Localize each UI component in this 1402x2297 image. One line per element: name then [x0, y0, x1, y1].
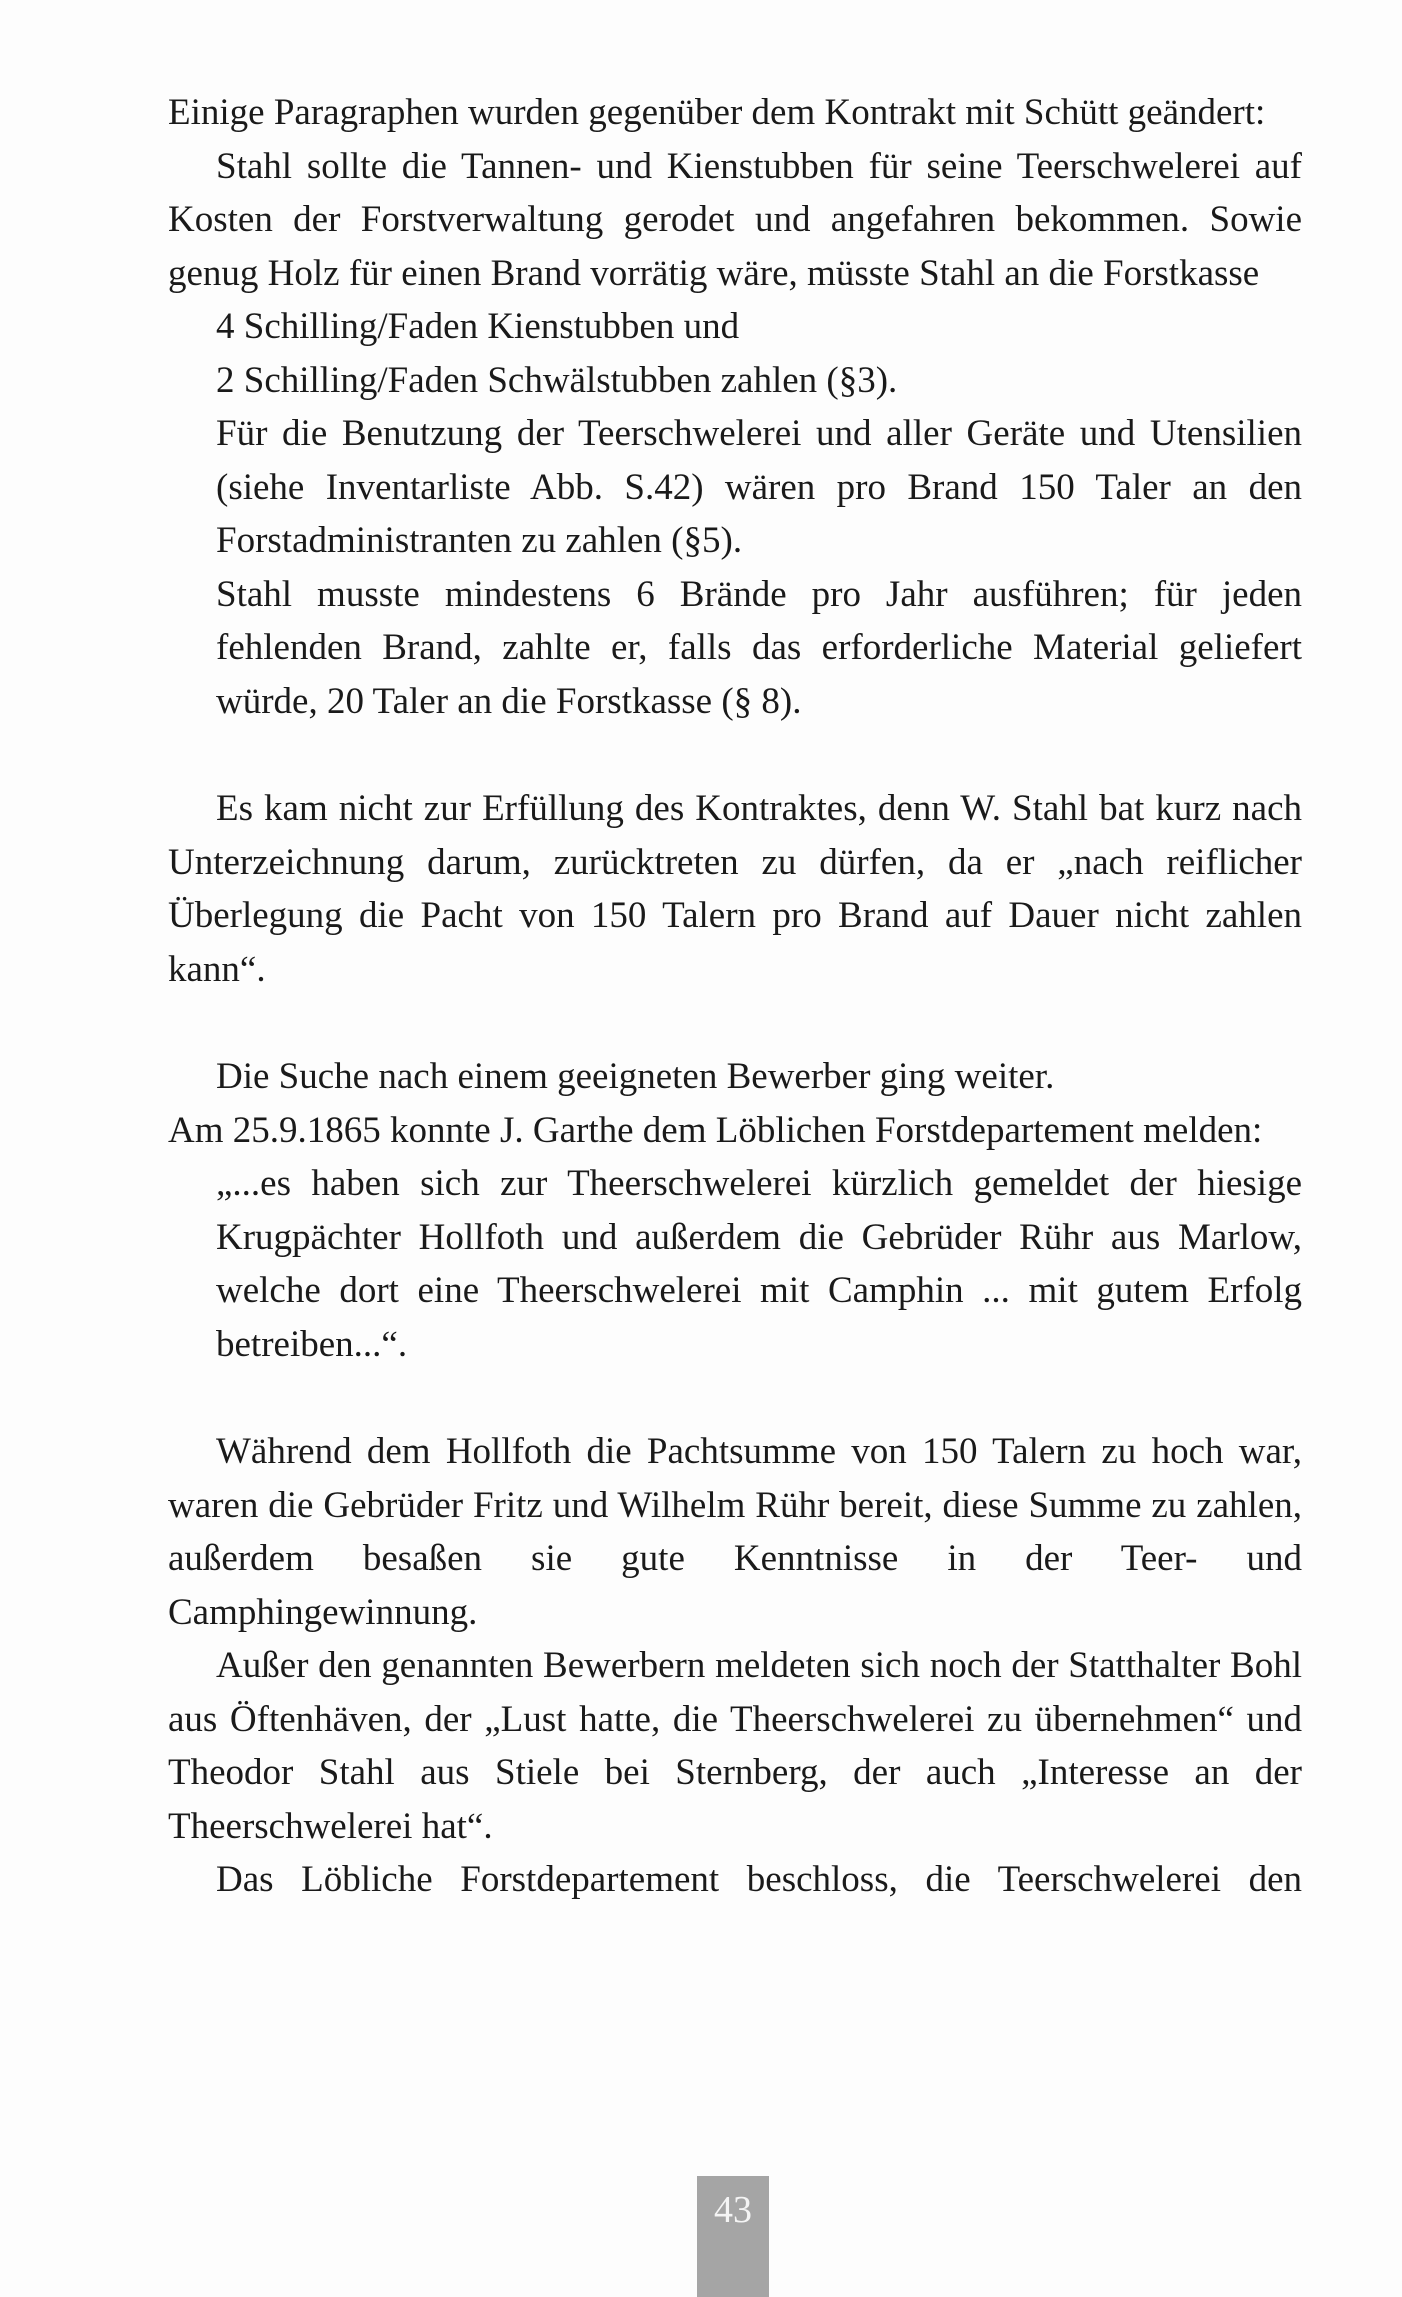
- paragraph: Am 25.9.1865 konnte J. Garthe dem Löblichen Forstdepartement melden:: [168, 1109, 1263, 1151]
- page-footer: [0, 2176, 1402, 2297]
- paragraph: Für die Benutzung der Teerschwelerei und aller Geräte und Utensilien (siehe Inventarliste Abb. S.42) wären pro Brand 150 Taler an den Forstadministranten zu zahlen (§5).: [216, 413, 1302, 561]
- paragraph: Während dem Hollfoth die Pachtsumme von 150 Talern zu hoch war, waren die Gebrüder Fritz und Wilhelm Rühr bereit, diese Summe zu zahlen, außerdem besaßen sie gute Kenntnisse in der Teer- und Camphingewinnung.: [168, 1431, 1302, 1633]
- paragraph: 4 Schilling/Faden Kienstubben und: [216, 306, 740, 347]
- body-text: [168, 86, 1302, 1907]
- paragraph: Außer den genannten Bewerbern meldeten sich noch der Statthalter Bohl aus Öftenhäven, der „Lust hatte, die Theerschwelerei zu übernehmen“ und Theodor Stahl aus Stiele bei Sternberg, der auch „Interesse an der Theerschwelerei hat“.: [168, 1645, 1302, 1847]
- paragraph: Einige Paragraphen wurden gegenüber dem Kontrakt mit Schütt geändert:: [168, 92, 1266, 133]
- page-number-box: [697, 2176, 769, 2297]
- paragraph: Es kam nicht zur Erfüllung des Kontraktes, denn W. Stahl bat kurz nach Unterzeichnung darum, zurücktreten zu dürfen, da er „nach reiflicher Überlegung die Pacht von 150 Talern pro Brand auf Dauer nicht zahlen kann“.: [168, 788, 1302, 990]
- paragraph-gap: [168, 1371, 1302, 1425]
- paragraph: 2 Schilling/Faden Schwälstubben zahlen (§3).: [216, 359, 898, 401]
- page-number: 43: [714, 2189, 752, 2231]
- paragraph: Stahl musste mindestens 6 Brände pro Jahr ausführen; für jeden fehlenden Brand, zahlte er, falls das erforderliche Material geliefert würde, 20 Taler an die Forstkasse (§ 8).: [216, 573, 1302, 722]
- quote-paragraph: „...es haben sich zur Theerschwelerei kürzlich gemeldet der hiesige Krugpächter Hollfoth und außerdem die Gebrüder Rühr aus Marlow, welche dort eine Theerschwelerei mit Camphin ... mit gutem Erfolg betreiben...“.: [216, 1163, 1302, 1365]
- paragraph-gap: [168, 728, 1302, 782]
- paragraph-gap: [168, 996, 1302, 1050]
- paragraph: Stahl sollte die Tannen- und Kienstubben für seine Teerschwelerei auf Kosten der Forstverwaltung gerodet und angefahren bekommen. Sowie genug Holz für einen Brand vorrätig wäre, müsste Stahl an die Forstkasse: [168, 145, 1302, 294]
- paragraph: Die Suche nach einem geeigneten Bewerber ging weiter.: [216, 1056, 1055, 1097]
- paragraph: Das Löbliche Forstdepartement beschloss, die Teerschwelerei den: [216, 1859, 1302, 1900]
